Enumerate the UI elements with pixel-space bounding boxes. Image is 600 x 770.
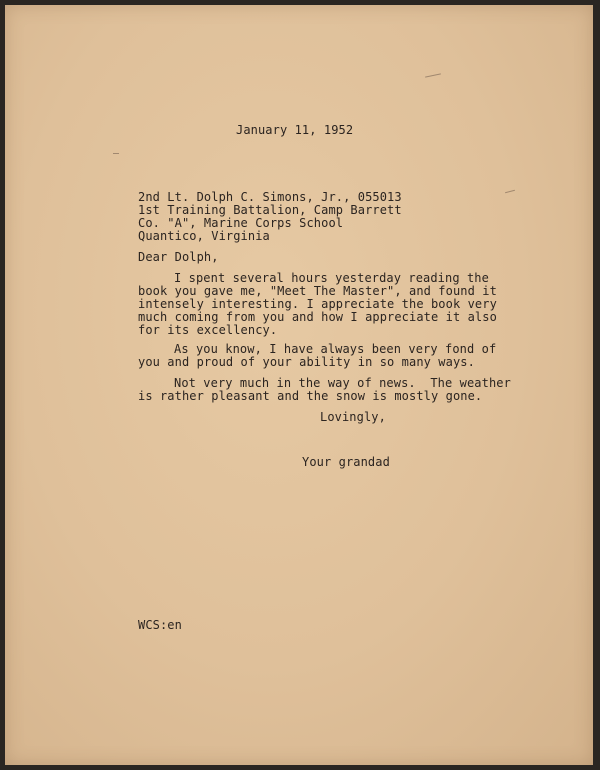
signature-line: Your grandad — [302, 455, 390, 469]
reference-initials: WCS:en — [138, 618, 182, 632]
address-line-1: 2nd Lt. Dolph C. Simons, Jr., 055013 — [138, 190, 402, 204]
closing: Lovingly, — [320, 410, 386, 424]
letter-page — [5, 5, 593, 765]
letter-date: January 11, 1952 — [236, 123, 354, 137]
paragraph-1-line-5: for its excellency. — [138, 323, 278, 337]
paragraph-2-line-2: you and proud of your ability in so many ways. — [138, 355, 475, 369]
paragraph-1-line-3: intensely interesting. I appreciate the book very — [138, 297, 497, 311]
paragraph-1-line-2: book you gave me, "Meet The Master", and found it — [138, 284, 497, 298]
paper-mark — [425, 73, 441, 77]
paragraph-1-line-4: much coming from you and how I appreciate it also — [138, 310, 497, 324]
address-line-4: Quantico, Virginia — [138, 229, 270, 243]
salutation: Dear Dolph, — [138, 250, 219, 264]
paragraph-3-line-2: is rather pleasant and the snow is mostly gone. — [138, 389, 483, 403]
address-line-3: Co. "A", Marine Corps School — [138, 216, 344, 230]
address-line-2: 1st Training Battalion, Camp Barrett — [138, 203, 402, 217]
paragraph-3-line-1: Not very much in the way of news. The weather — [174, 376, 511, 390]
paper-mark — [505, 190, 515, 194]
paper-mark — [113, 153, 119, 154]
paragraph-1-line-1: I spent several hours yesterday reading the — [174, 271, 489, 285]
paragraph-2-line-1: As you know, I have always been very fond of — [174, 342, 497, 356]
